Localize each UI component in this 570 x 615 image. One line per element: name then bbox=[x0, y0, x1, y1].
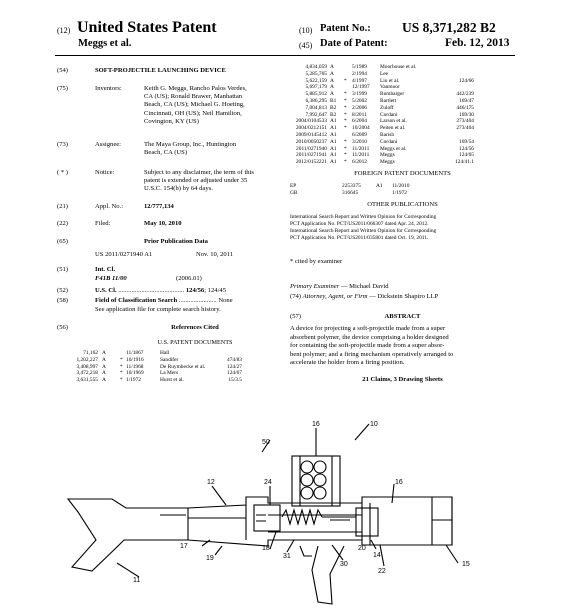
code-74: (74) bbox=[290, 293, 301, 300]
notice-label: Notice: bbox=[95, 169, 115, 176]
list-item: 1,202,227 A * 10/1916 Sandifer 474/83 bbox=[76, 356, 242, 363]
list-item: 4,834,059 A 5/1989 Moorhouse et al. bbox=[305, 64, 417, 70]
spring bbox=[282, 510, 322, 524]
filed-date: May 10, 2010 bbox=[144, 220, 182, 227]
attorney-name: — Dickstein Shapiro LLP bbox=[369, 293, 439, 300]
abstract-text bbox=[290, 325, 453, 368]
list-item: 7,004,813 B2 * 2/2006 Zuloff 446/175 bbox=[305, 104, 474, 111]
other-heading: OTHER PUBLICATIONS bbox=[367, 201, 438, 208]
list-item: GB 316645 1/1972 bbox=[290, 189, 407, 196]
publication-line: International Search Report and Written Opinion for Corresponding bbox=[290, 228, 437, 234]
list-item: 2009/0145412 A1 6/2009 Barish bbox=[295, 131, 395, 138]
barrel-outline bbox=[188, 497, 452, 546]
reference-numeral: 18 bbox=[262, 545, 270, 552]
notice-line: patent is extended or adjusted under 35 bbox=[144, 177, 248, 185]
patent-drawing bbox=[0, 395, 570, 615]
header-rule bbox=[55, 55, 515, 56]
list-item: 3,631,555 A * 1/1972 Hurst et al. 15/3.5 bbox=[76, 377, 242, 384]
uscl-label: U.S. Cl. bbox=[95, 287, 117, 294]
field-dots: ....................... bbox=[178, 297, 217, 304]
appl-label: Appl. No.: bbox=[95, 203, 124, 210]
uscl-line bbox=[95, 287, 226, 295]
field-value: None bbox=[218, 297, 233, 304]
notice-block bbox=[144, 169, 294, 194]
list-item: 71,162 A 11/1867 Hall bbox=[83, 350, 170, 356]
patent-date: Feb. 12, 2013 bbox=[445, 37, 510, 49]
refs-heading: References Cited bbox=[171, 324, 219, 331]
code-65: (65) bbox=[57, 238, 68, 245]
intcl-year: (2006.01) bbox=[176, 275, 202, 282]
inventors-line: Cincinnati, OH (US); Neil Hamilton, bbox=[144, 109, 242, 117]
reference-numeral: 12 bbox=[207, 479, 215, 486]
reference-numeral: 14 bbox=[373, 552, 381, 559]
reference-numeral: 11 bbox=[133, 577, 141, 584]
foreign-heading: FOREIGN PATENT DOCUMENTS bbox=[354, 170, 451, 177]
examiner-line bbox=[290, 283, 389, 291]
publication-line: PCT Application No. PCT/US2011/035801 dated Oct. 19, 2011. bbox=[290, 235, 429, 241]
invention-title: SOFT-PROJECTILE LAUNCHING DEVICE bbox=[95, 67, 226, 74]
inventors-line: CA (US); Ronald Brawer, Manhattan bbox=[144, 93, 243, 101]
abstract-line: bent polymer; and a firing mechanism operatively arranged to bbox=[290, 350, 454, 358]
list-item: 3,408,997 A * 11/1968 De Ruymbecke et al. 124/27 bbox=[76, 363, 242, 370]
appl-number: 12/777,134 bbox=[144, 203, 174, 210]
code-notice: ( * ) bbox=[57, 169, 68, 176]
list-item: 6,386,295 B1 * 5/2002 Bartlett 169/47 bbox=[305, 97, 474, 104]
prior-date: Nov. 10, 2011 bbox=[196, 251, 234, 258]
code-56: (56) bbox=[57, 324, 68, 331]
list-item: 2011/0271941 A1 * 11/2011 Meggs 124/65 bbox=[296, 152, 474, 159]
inventor-short: Meggs et al. bbox=[78, 38, 132, 49]
reference-numeral: 24 bbox=[264, 479, 272, 486]
foreign-list bbox=[290, 183, 409, 197]
reference-numeral: 22 bbox=[378, 568, 386, 575]
date-label: Date of Patent: bbox=[320, 38, 388, 49]
reference-numeral: 16 bbox=[395, 479, 403, 486]
code-22: (22) bbox=[57, 220, 68, 227]
patent-type-title: United States Patent bbox=[77, 19, 217, 36]
reference-numeral: 10 bbox=[370, 421, 378, 428]
abstract-line: for containing the soft-projectile made from a super absor- bbox=[290, 342, 445, 350]
code-10: (10) bbox=[299, 26, 313, 35]
field-label: Field of Classification Search bbox=[95, 297, 178, 304]
reference-numeral: 19 bbox=[206, 555, 214, 562]
reference-numeral: 20 bbox=[358, 545, 366, 552]
usdocs-heading: U.S. PATENT DOCUMENTS bbox=[157, 339, 233, 346]
code-21: (21) bbox=[57, 203, 68, 210]
examiner-name: — Michael David bbox=[340, 283, 389, 290]
abstract-line: A device for projecting a soft-projectile made from a super bbox=[290, 325, 446, 332]
assignee-label: Assignee: bbox=[95, 141, 122, 148]
refs-list bbox=[283, 64, 474, 166]
publication-line: PCT Application No. PCT/US2011/066307 dated Apr. 24, 2012. bbox=[290, 221, 429, 227]
list-item: 2004/0104533 A1 * 6/2004 Larson et al. 273/404 bbox=[295, 118, 474, 125]
uscl-dots: ........................................ bbox=[118, 287, 185, 294]
inventors-line: Keith G. Meggs, Rancho Palos Verdes, bbox=[144, 85, 247, 92]
attorney-line bbox=[290, 293, 438, 301]
code-54: (54) bbox=[57, 67, 68, 74]
code-75: (75) bbox=[57, 85, 68, 92]
reference-numeral: 50 bbox=[262, 439, 270, 446]
list-item: 7,992,647 B2 * 8/2011 Cordani 169/30 bbox=[305, 111, 474, 118]
usdocs-list bbox=[64, 350, 242, 384]
list-item: 2011/0271940 A1 * 11/2011 Meggs et al. 124/56 bbox=[296, 145, 474, 152]
list-item: 5,285,765 A 2/1994 Lee bbox=[305, 70, 389, 77]
inventors-line: Beach, CA (US); Michael G. Hoeting, bbox=[144, 101, 245, 109]
abstract-heading: ABSTRACT bbox=[384, 313, 421, 320]
reference-numeral: 30 bbox=[340, 561, 348, 568]
uscl-value: 124/56 bbox=[185, 287, 205, 294]
list-item: 2012/0152221 A1 * 6/2012 Meggs 124/41.1 bbox=[295, 159, 474, 166]
intcl-label: Int. Cl. bbox=[95, 266, 115, 273]
code-57: (57) bbox=[290, 313, 301, 320]
list-item: 5,697,179 A 12/1997 Vanmoor bbox=[305, 84, 400, 91]
patent-number: US 8,371,282 B2 bbox=[402, 20, 496, 35]
filed-label: Filed: bbox=[95, 220, 111, 227]
uscl-extra: ; 124/45 bbox=[204, 287, 226, 294]
prior-heading: Prior Publication Data bbox=[144, 238, 208, 245]
abstract-line: accelerate the holder from a firing position. bbox=[290, 359, 405, 367]
inventors-block bbox=[144, 85, 294, 126]
reference-numeral: 16 bbox=[312, 421, 320, 428]
other-publications bbox=[290, 214, 436, 242]
code-12: (12) bbox=[57, 26, 71, 35]
notice-line: Subject to any disclaimer, the term of this bbox=[144, 169, 254, 176]
field-note: See application file for complete search history. bbox=[95, 306, 221, 313]
intcl-class: F41B 11/00 bbox=[95, 275, 127, 282]
publication-line: International Search Report and Written Opinion for Corresponding bbox=[290, 214, 437, 220]
assignee-line: Beach, CA (US) bbox=[144, 149, 188, 157]
reference-numeral: 31 bbox=[283, 553, 291, 560]
abstract-line: absorbent polymer, the device comprising a holder designed bbox=[290, 333, 449, 341]
patent-no-label: Patent No.: bbox=[320, 23, 371, 34]
reference-numeral: 15 bbox=[462, 561, 470, 568]
stock-outline bbox=[68, 499, 188, 571]
inventors-label: Inventors: bbox=[95, 85, 122, 92]
list-item: 2004/0212151 A1 * 10/2004 Peiten et al. 273/404 bbox=[295, 125, 474, 132]
assignee-line: The Maya Group, Inc., Huntington bbox=[144, 141, 237, 148]
code-45: (45) bbox=[299, 41, 313, 50]
field-line bbox=[95, 297, 233, 305]
prior-pub: US 2011/0271940 A1 bbox=[95, 251, 153, 258]
list-item: 3,472,218 A * 10/1969 La Mers 124/67 bbox=[76, 370, 242, 377]
reference-numeral: 17 bbox=[180, 543, 188, 550]
code-58: (58) bbox=[57, 297, 68, 304]
examiner-label: Primary Examiner bbox=[290, 283, 340, 290]
claims-summary: 21 Claims, 3 Drawing Sheets bbox=[362, 376, 443, 383]
inventors-line: Covington, KY (US) bbox=[144, 117, 199, 125]
hopper bbox=[292, 456, 340, 506]
cited-by-examiner: * cited by examiner bbox=[290, 258, 343, 265]
notice-line: U.S.C. 154(b) by 64 days. bbox=[144, 185, 213, 193]
list-item: EP 2253375 A1 11/2010 bbox=[290, 183, 410, 189]
assignee-block bbox=[144, 141, 294, 157]
list-item: 5,622,159 A * 4/1997 Liu et al. 124/66 bbox=[305, 77, 474, 84]
attorney-label: Attorney, Agent, or Firm bbox=[302, 293, 368, 300]
list-item: 2010/0050237 A1 * 3/2010 Cordani 169/54 bbox=[295, 138, 474, 145]
code-52: (52) bbox=[57, 287, 68, 294]
code-73: (73) bbox=[57, 141, 68, 148]
code-51: (51) bbox=[57, 266, 68, 273]
list-item: 5,885,912 A * 3/1999 Bumbarger 442/239 bbox=[305, 91, 474, 98]
